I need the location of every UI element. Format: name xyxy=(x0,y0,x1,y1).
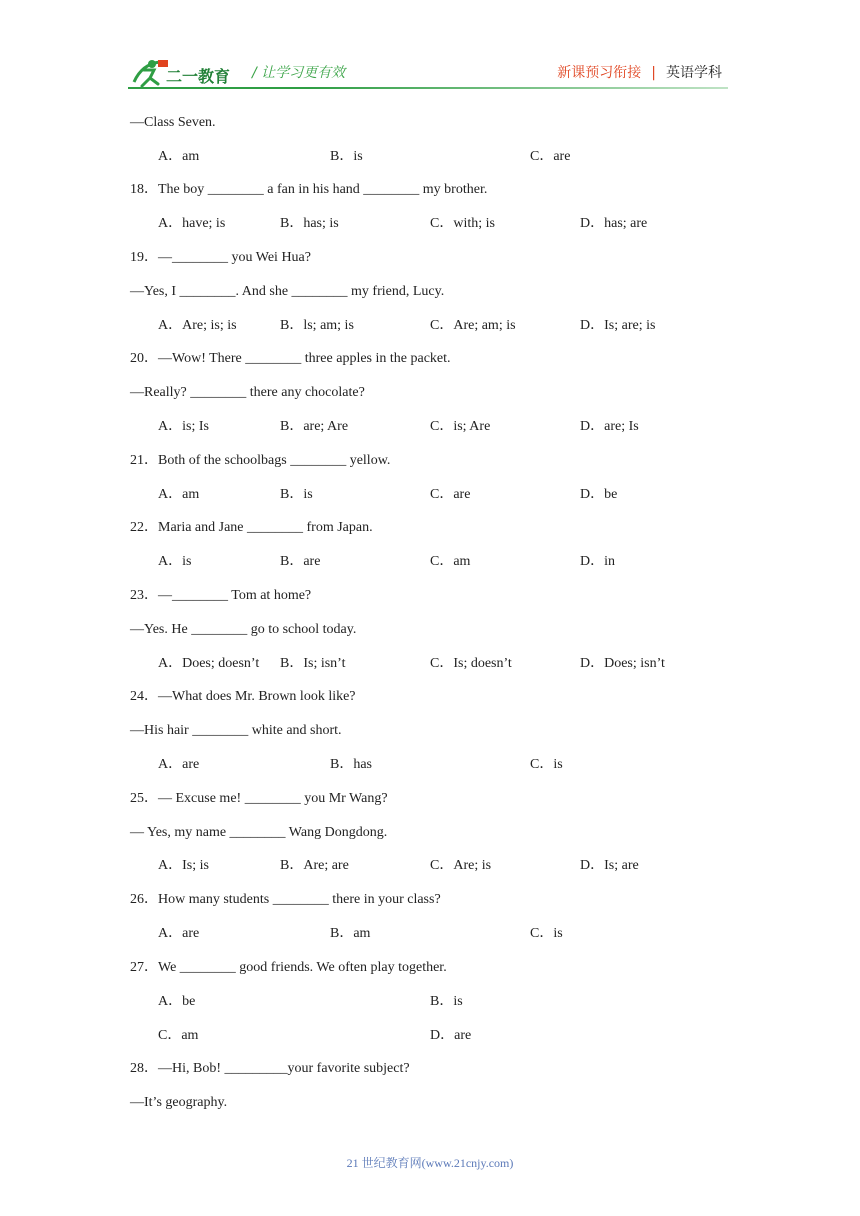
option-c: C．is xyxy=(530,926,563,941)
option-b: B．are; Are xyxy=(280,419,349,434)
question-28-line2: —It’s geography. xyxy=(130,1095,228,1110)
option-c: C．am xyxy=(430,554,471,569)
question-22: 22．Maria and Jane ________ from Japan. xyxy=(130,520,373,535)
option-a: A．Does; doesn’t xyxy=(158,656,260,671)
option-a: A．are xyxy=(158,757,200,772)
option-b: B．is xyxy=(330,149,363,164)
option-b: B．am xyxy=(330,926,371,941)
option-a: A．am xyxy=(158,149,200,164)
option-c: C．are xyxy=(430,487,471,502)
question-25-line2: — Yes, my name ________ Wang Dongdong. xyxy=(130,825,388,840)
option-c: C．is; Are xyxy=(430,419,491,434)
option-b: B．has; is xyxy=(280,216,339,231)
header-course-label: 新课预习衔接 xyxy=(557,65,642,81)
question-27: 27．We ________ good friends. We often play together. xyxy=(130,960,447,975)
option-d: D．Does; isn’t xyxy=(580,656,665,671)
header-subject: 英语学科 xyxy=(666,65,722,81)
option-c: C．Are; is xyxy=(430,858,492,873)
question-26: 26．How many students ________ there in your class? xyxy=(130,892,441,907)
header-divider xyxy=(128,87,728,89)
option-c: C．Is; doesn’t xyxy=(430,656,512,671)
option-c: C．am xyxy=(158,1028,199,1043)
question-23: 23．—________ Tom at home? xyxy=(130,588,312,603)
option-b: B．ls; am; is xyxy=(280,318,354,333)
option-a: A．be xyxy=(158,994,196,1009)
option-d: D．are xyxy=(430,1028,472,1043)
option-d: D．in xyxy=(580,554,615,569)
option-a: A．have; is xyxy=(158,216,226,231)
option-b: B．is xyxy=(430,994,463,1009)
option-d: D．be xyxy=(580,487,618,502)
option-b: B．has xyxy=(330,757,372,772)
slogan: / 让学习更有效 xyxy=(252,65,346,81)
option-c: C．is xyxy=(530,757,563,772)
option-c: C．Are; am; is xyxy=(430,318,516,333)
option-a: A．are xyxy=(158,926,200,941)
question-24-line2: —His hair ________ white and short. xyxy=(130,723,342,738)
option-a: A．Is; is xyxy=(158,858,209,873)
option-a: A．Are; is; is xyxy=(158,318,237,333)
page-footer: 21 世纪教育网(www.21cnjy.com) xyxy=(346,1156,514,1170)
question-18: 18．The boy ________ a fan in his hand ________ my brother. xyxy=(130,182,488,197)
question-25: 25．— Excuse me! ________ you Mr Wang? xyxy=(130,791,388,806)
option-b: B．are xyxy=(280,554,321,569)
option-c: C．are xyxy=(530,149,571,164)
logo xyxy=(130,56,240,90)
logo-text: 二一教育 xyxy=(166,67,231,86)
option-d: D．Is; are; is xyxy=(580,318,656,333)
header-right xyxy=(557,62,722,82)
option-b: B．Are; are xyxy=(280,858,349,873)
option-d: D．are; Is xyxy=(580,419,639,434)
question-21: 21．Both of the schoolbags ________ yellow. xyxy=(130,453,391,468)
option-a: A．am xyxy=(158,487,200,502)
question-24: 24．—What does Mr. Brown look like? xyxy=(130,689,356,704)
option-b: B．Is; isn’t xyxy=(280,656,346,671)
option-d: D．Is; are xyxy=(580,858,639,873)
question-23-line2: —Yes. He ________ go to school today. xyxy=(130,622,357,637)
question-20: 20．—Wow! There ________ three apples in the packet. xyxy=(130,351,451,366)
question-20-line2: —Really? ________ there any chocolate? xyxy=(130,385,365,400)
option-d: D．has; are xyxy=(580,216,648,231)
option-a: A．is; Is xyxy=(158,419,209,434)
header-separator: | xyxy=(651,65,656,81)
page-header xyxy=(0,0,860,100)
question-19: 19．—________ you Wei Hua? xyxy=(130,250,311,265)
question-28: 28．—Hi, Bob! _________your favorite subject? xyxy=(130,1061,410,1076)
option-c: C．with; is xyxy=(430,216,495,231)
option-b: B．is xyxy=(280,487,313,502)
option-a: A．is xyxy=(158,554,192,569)
answer-line: —Class Seven. xyxy=(130,115,216,130)
question-19-line2: —Yes, I ________. And she ________ my friend, Lucy. xyxy=(130,284,445,299)
